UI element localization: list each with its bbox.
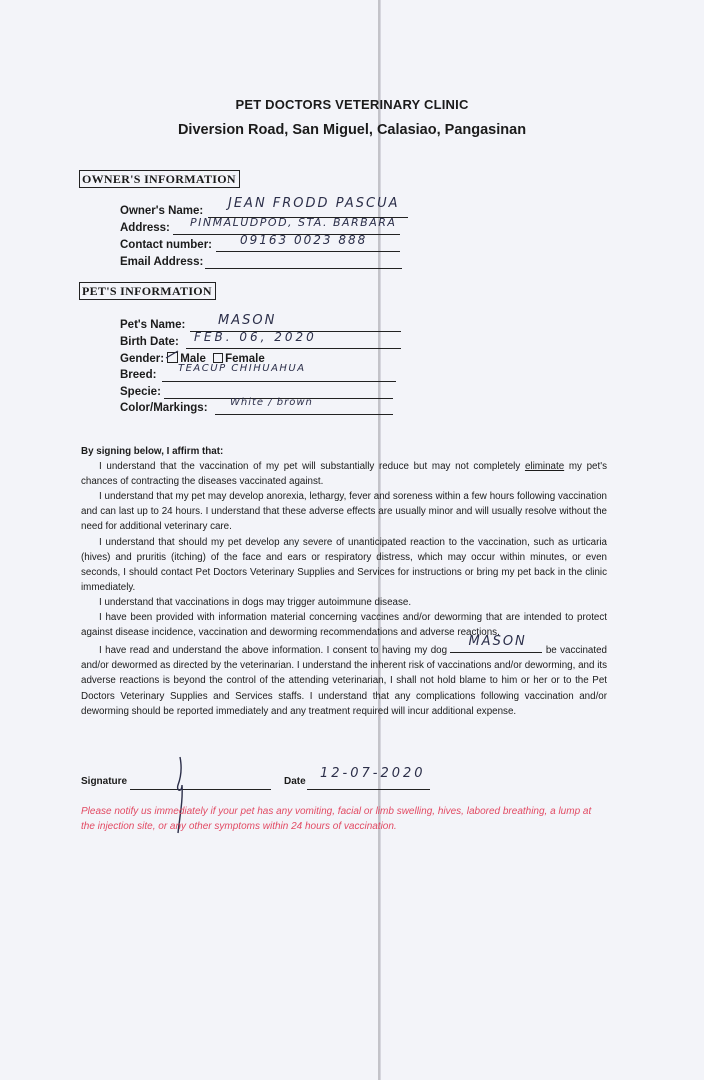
consent-paragraph-5: I have been provided with information material concerning vaccines and/or deworming that are intended to protect against disease incidence, vaccination and deworming recommendations and adverse reactions. <box>81 612 607 639</box>
male-option-label: Male <box>180 353 206 365</box>
male-checkbox[interactable] <box>167 352 178 363</box>
pet-name-value: MASON <box>218 313 277 328</box>
dog-name-value: MASON <box>468 634 527 650</box>
owner-section-heading: OWNER'S INFORMATION <box>79 170 240 188</box>
owner-name-value: JEAN FRODD PASCUA <box>228 196 400 211</box>
female-option-label: Female <box>225 353 265 365</box>
affirm-heading: By signing below, I affirm that: <box>81 446 224 457</box>
owner-name-label: Owner's Name: <box>120 205 204 217</box>
address-value: PINMALUDPOD, STA. BARBARA <box>190 216 397 229</box>
breed-value: TEACUP CHIHUAHUA <box>178 363 306 374</box>
specie-label: Specie: <box>120 386 161 398</box>
contact-number-label: Contact number: <box>120 239 212 251</box>
consent-paragraph-6: I have read and understand the above information. I consent to having my dog MASON be vaccinated and/or dewormed as directed by the veterinarian. I understand the inherent risk of vaccinations and/or deworming, and its adverse reactions is beyond the control of the attending veterinarian, I shall not hold blame to him or her or to the Pet Doctors Veterinary Supplies and Services staffs. I understand that any complications following vaccination and/or deworming should be reported immediately and any treatment required will incur additional expense. <box>81 634 607 717</box>
consent-text <box>81 444 607 719</box>
email-label: Email Address: <box>120 256 204 268</box>
contact-number-value: 09163 0023 888 <box>240 233 368 247</box>
consent-paragraph-2: I understand that my pet may develop anorexia, lethargy, fever and soreness within a few hours following vaccination and can last up to 24 hours. I understand that these adverse effects are usually minor and will usually resolve without the need for additional veterinary care. <box>81 491 607 533</box>
date-value: 12-07-2020 <box>320 766 426 781</box>
pet-section-heading: PET'S INFORMATION <box>79 282 216 300</box>
consent-paragraph-4: I understand that vaccinations in dogs may trigger autoimmune disease. <box>99 596 412 608</box>
breed-label: Breed: <box>120 369 157 381</box>
check-mark-icon <box>165 350 179 362</box>
color-markings-value: White / brown <box>230 397 313 408</box>
email-field[interactable] <box>205 254 402 269</box>
clinic-name: PET DOCTORS VETERINARY CLINIC <box>235 97 469 112</box>
address-label: Address: <box>120 222 170 234</box>
consent-paragraph-3: I understand that should my pet develop any severe of unanticipated reaction to the vaccination, such as urticaria (hives) and pruritis (itching) of the face and ears or respiratory distress, which may occur within minutes, or even seconds, I should contact Pet Doctors Veterinary Supplies and Services for instructions or bring my pet back in the clinic immediately. <box>81 536 607 593</box>
female-checkbox[interactable] <box>213 353 223 363</box>
birth-date-label: Birth Date: <box>120 336 179 348</box>
gender-label: Gender: <box>120 353 165 365</box>
signature-field[interactable] <box>130 775 271 790</box>
consent-paragraph-1: I understand that the vaccination of my pet will substantially reduce but may not completely eliminate my pet's chances of contracting the diseases vaccinated against. <box>81 461 607 488</box>
dog-name-field[interactable] <box>450 634 542 653</box>
color-markings-label: Color/Markings: <box>120 402 208 414</box>
signature-label: Signature <box>81 776 128 787</box>
post-vaccination-notice: Please notify us immediately if your pet has any vomiting, facial or limb swelling, hives, labored breathing, a lump at the injection site, or any other symptoms within 24 hours of vaccination. <box>81 806 592 832</box>
birth-date-value: FEB. 06, 2020 <box>194 330 317 344</box>
date-label: Date <box>284 776 306 787</box>
pet-name-label: Pet's Name: <box>120 319 186 331</box>
clinic-address: Diversion Road, San Miguel, Calasiao, Pangasinan <box>177 122 527 138</box>
